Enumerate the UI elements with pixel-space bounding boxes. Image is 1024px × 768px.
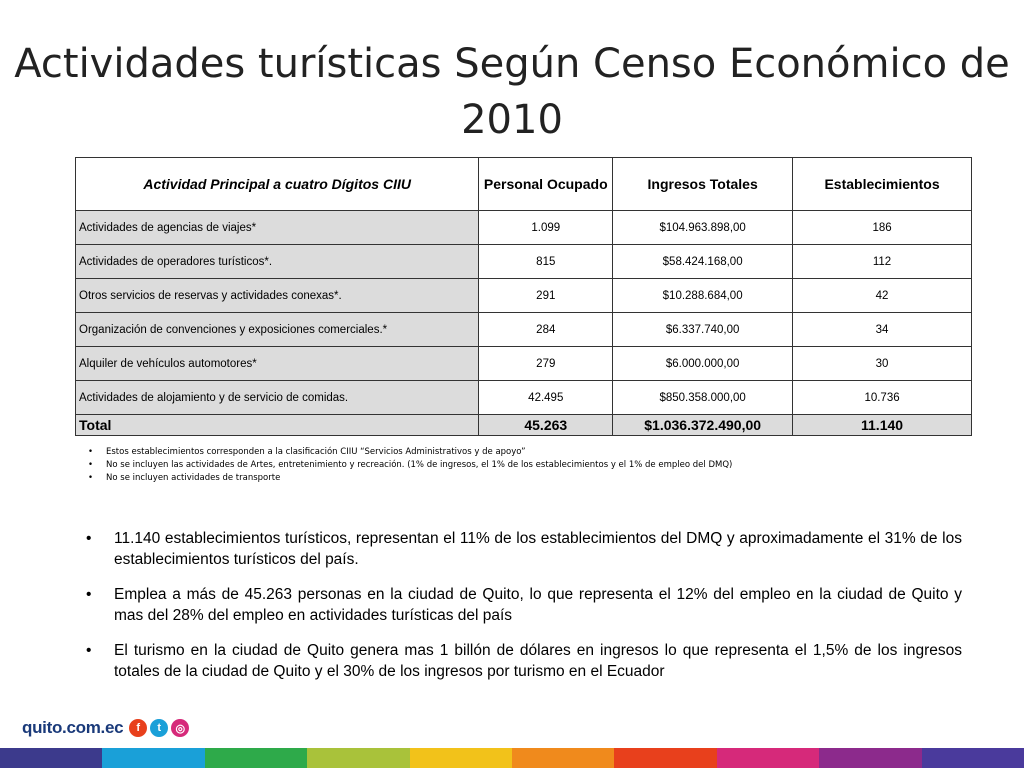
stripe-segment [307,748,409,768]
stripe-segment [205,748,307,768]
cell-personal: 291 [479,279,613,313]
stripe-segment [717,748,819,768]
slide-title: Actividades turísticas Según Censo Económico de 2010 [14,41,1010,143]
stripe-segment [922,748,1024,768]
cell-ingresos: $6.337.740,00 [613,313,793,347]
facebook-icon[interactable]: f [129,719,147,737]
cell-actividad: Otros servicios de reservas y actividades conexas*. [76,279,479,313]
footnote: • No se incluyen las actividades de Artes, entretenimiento y recreación. (1% de ingresos, el 1% de los establecimientos y el 1% de empleo del DMQ) [88,459,732,472]
bullet-item: • 11.140 establecimientos turísticos, representan el 11% de los establecimientos del DMQ y aproximadamente el 31% de los establecimientos turísticos del país. [86,528,962,570]
table-row [76,347,972,381]
cell-actividad: Actividades de alojamiento y de servicio de comidas. [76,381,479,415]
stripe-segment [0,748,102,768]
cell-actividad: Actividades de agencias de viajes* [76,211,479,245]
stripe-segment [410,748,512,768]
stripe-segment [102,748,204,768]
bullet-item: • Emplea a más de 45.263 personas en la ciudad de Quito, lo que representa el 12% del empleo en la ciudad de Quito y mas del 28% del empleo en actividades turísticas del país [86,584,962,626]
bullet-item: • El turismo en la ciudad de Quito genera mas 1 billón de dólares en ingresos lo que representa el 1,5% de los ingresos totales de la ciudad de Quito y el 30% de los ingresos por turismo en el Ecuador [86,640,962,682]
summary-bullets [86,528,962,696]
cell-personal: 42.495 [479,381,613,415]
cell-ingresos: $850.358.000,00 [613,381,793,415]
footnote: • Estos establecimientos corresponden a la clasificación CIIU “Servicios Administrativos y de apoyo” [88,446,732,459]
cell-establecimientos: 30 [793,347,972,381]
cell-establecimientos: 34 [793,313,972,347]
cell-establecimientos: 112 [793,245,972,279]
table-total-row [76,415,972,436]
table-row [76,381,972,415]
cell-establecimientos: 42 [793,279,972,313]
col-header-personal: Personal Ocupado [479,158,613,211]
logo-text: quito.com.ec [22,718,124,737]
total-personal: 45.263 [479,415,613,436]
footnote: • No se incluyen actividades de transporte [88,472,732,485]
col-header-ingresos: Ingresos Totales [613,158,793,211]
table-row [76,279,972,313]
total-ingresos: $1.036.372.490,00 [613,415,793,436]
footer-logo[interactable] [22,718,192,738]
cell-actividad: Organización de convenciones y exposiciones comerciales.* [76,313,479,347]
table-row [76,211,972,245]
cell-personal: 279 [479,347,613,381]
table-header-row [76,158,972,211]
cell-ingresos: $58.424.168,00 [613,245,793,279]
cell-personal: 815 [479,245,613,279]
twitter-icon[interactable]: t [150,719,168,737]
cell-ingresos: $6.000.000,00 [613,347,793,381]
col-header-actividad: Actividad Principal a cuatro Dígitos CIIU [76,158,479,211]
cell-actividad: Actividades de operadores turísticos*. [76,245,479,279]
instagram-icon[interactable]: ◎ [171,719,189,737]
cell-ingresos: $10.288.684,00 [613,279,793,313]
color-stripe [0,748,1024,768]
total-establecimientos: 11.140 [793,415,972,436]
cell-establecimientos: 10.736 [793,381,972,415]
col-header-establecimientos: Establecimientos [793,158,972,211]
cell-actividad: Alquiler de vehículos automotores* [76,347,479,381]
table-row [76,313,972,347]
social-icons [129,719,192,737]
stripe-segment [614,748,716,768]
table-row [76,245,972,279]
cell-personal: 284 [479,313,613,347]
cell-personal: 1.099 [479,211,613,245]
cell-establecimientos: 186 [793,211,972,245]
cell-ingresos: $104.963.898,00 [613,211,793,245]
stripe-segment [819,748,921,768]
stripe-segment [512,748,614,768]
census-table [75,157,972,436]
table-footnotes [88,446,732,485]
total-label: Total [76,415,479,436]
